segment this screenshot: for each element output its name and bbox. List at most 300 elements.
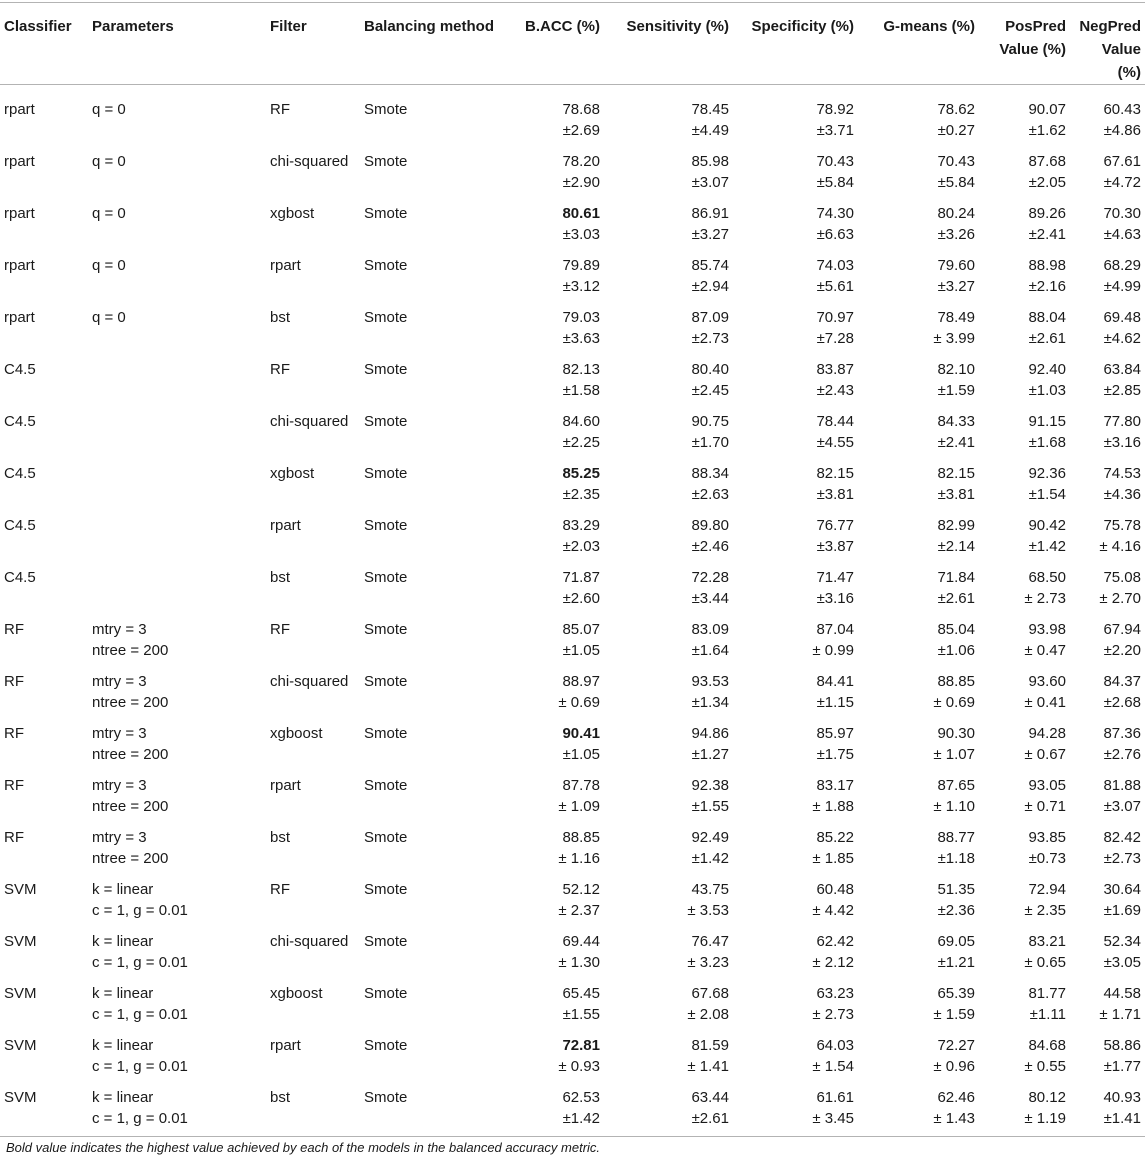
cell-gm-sd: ±2.36 — [937, 902, 975, 919]
cell-balancing: Smote — [364, 257, 408, 274]
cell-parameters — [84, 406, 261, 432]
cell-sens: 83.09 — [691, 621, 729, 638]
table-row-sd — [0, 120, 1145, 146]
cell-gm: 51.35 — [937, 881, 975, 898]
cell-gm: 85.04 — [937, 621, 975, 638]
cell-spec-sd: ±3.71 — [816, 122, 854, 139]
cell-neg-sd: ±4.36 — [1103, 486, 1141, 503]
cell-classifier: C4.5 — [4, 517, 36, 534]
cell-neg: 77.80 — [1103, 413, 1141, 430]
cell-sens: 93.53 — [691, 673, 729, 690]
cell-filter: RF — [270, 621, 290, 638]
cell-filter: rpart — [270, 517, 301, 534]
cell-sens: 88.34 — [691, 465, 729, 482]
cell-sens-sd: ±2.46 — [691, 538, 729, 555]
cell-empty — [261, 276, 360, 302]
table-row — [0, 978, 1145, 1004]
cell-classifier: rpart — [4, 257, 35, 274]
table-footnote: Bold value indicates the highest value achieved by each of the models in the balanced accuracy metric. — [6, 1140, 601, 1155]
cell-spec: 64.03 — [816, 1037, 854, 1054]
cell-empty — [84, 536, 261, 562]
cell-empty — [360, 744, 508, 770]
cell-pos-sd: ± 2.73 — [1024, 590, 1066, 607]
cell-sens-sd: ±2.94 — [691, 278, 729, 295]
cell-gm: 69.05 — [937, 933, 975, 950]
cell-empty — [0, 848, 84, 874]
cell-parameters — [84, 354, 261, 380]
cell-classifier: RF — [4, 673, 24, 690]
cell-neg-sd: ±4.86 — [1103, 122, 1141, 139]
cell-empty — [0, 432, 84, 458]
cell-sens: 85.98 — [691, 153, 729, 170]
cell-pos: 72.94 — [1028, 881, 1066, 898]
table-row — [0, 354, 1145, 380]
cell-empty — [0, 692, 84, 718]
cell-bacc-sd: ±3.12 — [562, 278, 600, 295]
cell-gm-sd: ± 1.07 — [933, 746, 975, 763]
cell-empty — [261, 1056, 360, 1082]
cell-empty — [261, 1004, 360, 1030]
cell-gm-sd: ±2.61 — [937, 590, 975, 607]
cell-pos-sd: ± 0.65 — [1024, 954, 1066, 971]
cell-sens: 92.38 — [691, 777, 729, 794]
header-pospred: PosPred Value (%) — [983, 3, 1074, 85]
cell-filter: RF — [270, 881, 290, 898]
cell-neg: 68.29 — [1103, 257, 1141, 274]
cell-empty — [261, 1108, 360, 1137]
cell-empty — [0, 1108, 84, 1137]
cell-balancing: Smote — [364, 413, 408, 430]
cell-parameters: q = 0 — [92, 153, 126, 170]
cell-gm: 90.30 — [937, 725, 975, 742]
table-row-sd — [0, 952, 1145, 978]
cell-parameters: q = 0 — [92, 257, 126, 274]
cell-empty — [84, 328, 261, 354]
cell-gm: 71.84 — [937, 569, 975, 586]
cell-sens-sd: ± 3.23 — [687, 954, 729, 971]
cell-filter: rpart — [270, 1037, 301, 1054]
cell-filter: chi-squared — [270, 153, 349, 170]
cell-bacc: 87.78 — [562, 777, 600, 794]
cell-empty — [261, 796, 360, 822]
cell-gm: 78.62 — [937, 101, 975, 118]
cell-neg: 69.48 — [1103, 309, 1141, 326]
table-row-sd — [0, 172, 1145, 198]
cell-empty — [360, 1108, 508, 1137]
cell-balancing: Smote — [364, 1089, 408, 1106]
cell-bacc-sd: ± 2.37 — [558, 902, 600, 919]
cell-sens-sd: ±1.42 — [691, 850, 729, 867]
table-header — [0, 3, 1145, 85]
cell-empty — [84, 588, 261, 614]
cell-classifier: SVM — [4, 933, 37, 950]
table-row — [0, 926, 1145, 952]
cell-sens-sd: ± 1.41 — [687, 1058, 729, 1075]
cell-parameters-line2: ntree = 200 — [92, 850, 169, 867]
cell-spec: 70.43 — [816, 153, 854, 170]
cell-classifier: SVM — [4, 881, 37, 898]
cell-pos-sd: ±1.68 — [1028, 434, 1066, 451]
cell-parameters-line2: c = 1, g = 0.01 — [92, 954, 188, 971]
cell-filter: rpart — [270, 777, 301, 794]
cell-spec: 83.17 — [816, 777, 854, 794]
cell-pos-sd: ± 0.71 — [1024, 798, 1066, 815]
cell-spec: 82.15 — [816, 465, 854, 482]
table-row — [0, 822, 1145, 848]
cell-empty — [84, 484, 261, 510]
cell-spec-sd: ±5.61 — [816, 278, 854, 295]
cell-gm: 82.99 — [937, 517, 975, 534]
cell-parameters: mtry = 3 — [92, 725, 147, 742]
cell-balancing: Smote — [364, 153, 408, 170]
cell-pos-sd: ±1.42 — [1028, 538, 1066, 555]
cell-sens: 72.28 — [691, 569, 729, 586]
cell-bacc: 88.97 — [562, 673, 600, 690]
cell-pos-sd: ±2.16 — [1028, 278, 1066, 295]
cell-filter: rpart — [270, 257, 301, 274]
cell-neg: 44.58 — [1103, 985, 1141, 1002]
cell-parameters: mtry = 3 — [92, 777, 147, 794]
table-row — [0, 718, 1145, 744]
table-row — [0, 666, 1145, 692]
cell-spec-sd: ± 1.54 — [812, 1058, 854, 1075]
cell-parameters: k = linear — [92, 933, 154, 950]
table-row — [0, 614, 1145, 640]
cell-bacc: 85.25 — [562, 465, 600, 482]
cell-pos: 93.05 — [1028, 777, 1066, 794]
header-gmeans: G-means (%) — [862, 3, 983, 85]
cell-gm-sd: ± 0.96 — [933, 1058, 975, 1075]
cell-spec: 87.04 — [816, 621, 854, 638]
cell-empty — [360, 380, 508, 406]
cell-sens: 43.75 — [691, 881, 729, 898]
cell-filter: chi-squared — [270, 673, 349, 690]
cell-neg: 40.93 — [1103, 1089, 1141, 1106]
cell-pos-sd: ±1.03 — [1028, 382, 1066, 399]
cell-pos: 93.85 — [1028, 829, 1066, 846]
cell-empty — [261, 744, 360, 770]
cell-balancing: Smote — [364, 517, 408, 534]
cell-bacc: 84.60 — [562, 413, 600, 430]
cell-neg-sd: ±4.99 — [1103, 278, 1141, 295]
cell-sens: 81.59 — [691, 1037, 729, 1054]
cell-empty — [0, 276, 84, 302]
cell-bacc: 88.85 — [562, 829, 600, 846]
cell-spec: 83.87 — [816, 361, 854, 378]
cell-pos-sd: ±2.61 — [1028, 330, 1066, 347]
cell-empty — [0, 744, 84, 770]
cell-neg: 74.53 — [1103, 465, 1141, 482]
cell-empty — [0, 328, 84, 354]
cell-pos: 93.60 — [1028, 673, 1066, 690]
cell-balancing: Smote — [364, 465, 408, 482]
cell-pos: 93.98 — [1028, 621, 1066, 638]
cell-empty — [0, 588, 84, 614]
cell-pos: 90.42 — [1028, 517, 1066, 534]
cell-empty — [261, 484, 360, 510]
cell-parameters-line2: ntree = 200 — [92, 798, 169, 815]
table-row-sd — [0, 640, 1145, 666]
cell-sens: 86.91 — [691, 205, 729, 222]
cell-gm: 87.65 — [937, 777, 975, 794]
cell-neg: 63.84 — [1103, 361, 1141, 378]
cell-sens-sd: ±1.34 — [691, 694, 729, 711]
cell-empty — [261, 224, 360, 250]
cell-bacc-sd: ±1.55 — [562, 1006, 600, 1023]
cell-neg: 67.61 — [1103, 153, 1141, 170]
cell-parameters — [84, 458, 261, 484]
cell-spec: 71.47 — [816, 569, 854, 586]
table-row-sd — [0, 328, 1145, 354]
cell-classifier: RF — [4, 829, 24, 846]
cell-empty — [360, 1056, 508, 1082]
cell-sens-sd: ±1.64 — [691, 642, 729, 659]
cell-pos-sd: ± 2.35 — [1024, 902, 1066, 919]
cell-bacc: 82.13 — [562, 361, 600, 378]
cell-spec: 63.23 — [816, 985, 854, 1002]
cell-empty — [360, 484, 508, 510]
cell-spec: 76.77 — [816, 517, 854, 534]
header-balancing: Balancing method — [360, 3, 508, 85]
cell-bacc-sd: ±2.90 — [562, 174, 600, 191]
cell-pos: 91.15 — [1028, 413, 1066, 430]
table-row — [0, 510, 1145, 536]
cell-balancing: Smote — [364, 569, 408, 586]
cell-sens: 80.40 — [691, 361, 729, 378]
cell-classifier: rpart — [4, 309, 35, 326]
cell-gm-sd: ± 1.10 — [933, 798, 975, 815]
cell-neg-sd: ±2.85 — [1103, 382, 1141, 399]
cell-neg-sd: ±2.20 — [1103, 642, 1141, 659]
cell-classifier: C4.5 — [4, 569, 36, 586]
cell-bacc: 62.53 — [562, 1089, 600, 1106]
cell-bacc-sd: ±2.03 — [562, 538, 600, 555]
cell-sens: 92.49 — [691, 829, 729, 846]
cell-spec-sd: ±2.43 — [816, 382, 854, 399]
cell-empty — [360, 1004, 508, 1030]
table-row — [0, 250, 1145, 276]
cell-empty — [360, 640, 508, 666]
cell-pos-sd: ± 0.47 — [1024, 642, 1066, 659]
cell-classifier: SVM — [4, 1089, 37, 1106]
cell-spec: 85.97 — [816, 725, 854, 742]
cell-sens-sd: ±3.07 — [691, 174, 729, 191]
cell-spec: 78.44 — [816, 413, 854, 430]
cell-gm: 80.24 — [937, 205, 975, 222]
cell-bacc-sd: ±2.69 — [562, 122, 600, 139]
cell-neg: 70.30 — [1103, 205, 1141, 222]
cell-empty — [261, 588, 360, 614]
cell-balancing: Smote — [364, 361, 408, 378]
cell-empty — [0, 640, 84, 666]
cell-parameters: k = linear — [92, 985, 154, 1002]
cell-bacc: 85.07 — [562, 621, 600, 638]
cell-bacc: 79.03 — [562, 309, 600, 326]
cell-filter: xgbost — [270, 205, 315, 222]
cell-parameters-line2: ntree = 200 — [92, 642, 169, 659]
cell-classifier: RF — [4, 621, 24, 638]
cell-filter: bst — [270, 569, 291, 586]
cell-pos: 90.07 — [1028, 101, 1066, 118]
cell-parameters-line2: c = 1, g = 0.01 — [92, 902, 188, 919]
cell-neg: 75.78 — [1103, 517, 1141, 534]
cell-sens: 78.45 — [691, 101, 729, 118]
cell-filter: RF — [270, 101, 290, 118]
cell-empty — [0, 120, 84, 146]
cell-empty — [0, 1004, 84, 1030]
cell-parameters: q = 0 — [92, 205, 126, 222]
header-filter: Filter — [261, 3, 360, 85]
header-specificity: Specificity (%) — [737, 3, 862, 85]
cell-balancing: Smote — [364, 621, 408, 638]
cell-classifier: C4.5 — [4, 361, 36, 378]
table-row-sd — [0, 744, 1145, 770]
cell-classifier: rpart — [4, 101, 35, 118]
table-row-sd — [0, 276, 1145, 302]
header-bacc: B.ACC (%) — [508, 3, 608, 85]
cell-sens-sd: ±2.45 — [691, 382, 729, 399]
cell-neg: 30.64 — [1103, 881, 1141, 898]
cell-empty — [0, 380, 84, 406]
cell-balancing: Smote — [364, 829, 408, 846]
cell-bacc-sd: ±1.58 — [562, 382, 600, 399]
table-row — [0, 1082, 1145, 1108]
cell-pos-sd: ± 0.67 — [1024, 746, 1066, 763]
header-parameters: Parameters — [84, 3, 261, 85]
cell-empty — [360, 796, 508, 822]
cell-parameters — [84, 510, 261, 536]
cell-neg-sd: ± 2.70 — [1099, 590, 1141, 607]
cell-empty — [261, 432, 360, 458]
cell-empty — [84, 380, 261, 406]
cell-empty — [261, 328, 360, 354]
cell-neg-sd: ±1.41 — [1074, 1108, 1145, 1137]
cell-gm-sd: ±1.06 — [937, 642, 975, 659]
cell-sens: 89.80 — [691, 517, 729, 534]
cell-empty — [261, 120, 360, 146]
cell-sens: 94.86 — [691, 725, 729, 742]
cell-empty — [360, 224, 508, 250]
cell-empty — [0, 1056, 84, 1082]
cell-pos-sd: ±1.11 — [1029, 1006, 1066, 1023]
cell-pos-sd: ±2.41 — [1028, 226, 1066, 243]
cell-bacc: 65.45 — [562, 985, 600, 1002]
cell-bacc: 90.41 — [562, 725, 600, 742]
header-sensitivity: Sensitivity (%) — [608, 3, 737, 85]
cell-neg-sd: ±4.62 — [1103, 330, 1141, 347]
cell-neg-sd: ±2.73 — [1103, 850, 1141, 867]
cell-parameters-line2: c = 1, g = 0.01 — [92, 1006, 188, 1023]
cell-neg-sd: ± 4.16 — [1099, 538, 1141, 555]
cell-empty — [84, 172, 261, 198]
cell-sens-sd: ±3.44 — [691, 590, 729, 607]
header-negpred: NegPred Value (%) — [1074, 3, 1145, 85]
table-row — [0, 302, 1145, 328]
cell-empty — [360, 120, 508, 146]
cell-gm: 88.77 — [937, 829, 975, 846]
cell-sens: 87.09 — [691, 309, 729, 326]
table-row — [0, 198, 1145, 224]
cell-filter: chi-squared — [270, 413, 349, 430]
cell-balancing: Smote — [364, 881, 408, 898]
cell-gm: 84.33 — [937, 413, 975, 430]
cell-filter: xgboost — [270, 725, 323, 742]
cell-bacc-sd: ±3.63 — [562, 330, 600, 347]
cell-gm-sd: ±5.84 — [937, 174, 975, 191]
cell-bacc-sd: ±1.05 — [562, 746, 600, 763]
cell-gm-sd: ± 0.69 — [933, 694, 975, 711]
cell-empty — [0, 484, 84, 510]
cell-empty — [84, 120, 261, 146]
cell-pos: 68.50 — [1028, 569, 1066, 586]
cell-sens-sd: ±4.49 — [691, 122, 729, 139]
cell-classifier: RF — [4, 725, 24, 742]
cell-filter: bst — [270, 1089, 291, 1106]
table-row-sd — [0, 224, 1145, 250]
table-row — [0, 406, 1145, 432]
cell-neg: 87.36 — [1103, 725, 1141, 742]
cell-pos: 81.77 — [1028, 985, 1066, 1002]
cell-parameters: k = linear — [92, 1089, 154, 1106]
cell-neg-sd: ±2.68 — [1103, 694, 1141, 711]
cell-gm-sd: ±3.81 — [937, 486, 975, 503]
table-row-sd — [0, 536, 1145, 562]
cell-sens-sd: ±1.27 — [691, 746, 729, 763]
cell-pos: 88.98 — [1028, 257, 1066, 274]
cell-gm-sd: ±3.27 — [937, 278, 975, 295]
cell-neg-sd: ± 1.71 — [1099, 1006, 1141, 1023]
cell-empty — [0, 224, 84, 250]
table-row — [0, 874, 1145, 900]
cell-pos: 87.68 — [1028, 153, 1066, 170]
cell-pos: 92.36 — [1028, 465, 1066, 482]
cell-spec: 74.30 — [816, 205, 854, 222]
cell-spec-sd: ±5.84 — [816, 174, 854, 191]
table-row-sd — [0, 796, 1145, 822]
cell-sens: 85.74 — [691, 257, 729, 274]
cell-sens-sd: ± 2.08 — [687, 1006, 729, 1023]
cell-spec-sd: ± 0.99 — [812, 642, 854, 659]
cell-bacc: 71.87 — [562, 569, 600, 586]
cell-bacc-sd: ±1.42 — [508, 1108, 608, 1137]
cell-empty — [0, 536, 84, 562]
cell-sens: 67.68 — [691, 985, 729, 1002]
cell-balancing: Smote — [364, 933, 408, 950]
cell-gm: 65.39 — [937, 985, 975, 1002]
table-row — [0, 146, 1145, 172]
cell-filter: xgboost — [270, 985, 323, 1002]
cell-empty — [261, 900, 360, 926]
cell-empty — [360, 952, 508, 978]
cell-sens-sd: ±1.55 — [691, 798, 729, 815]
cell-neg: 52.34 — [1103, 933, 1141, 950]
cell-spec-sd: ±6.63 — [816, 226, 854, 243]
cell-filter: chi-squared — [270, 933, 349, 950]
cell-pos-sd: ±1.62 — [1028, 122, 1066, 139]
table-row — [0, 85, 1145, 121]
cell-parameters-line2: c = 1, g = 0.01 — [92, 1058, 188, 1075]
cell-empty — [0, 952, 84, 978]
cell-parameters: mtry = 3 — [92, 829, 147, 846]
cell-empty — [261, 692, 360, 718]
cell-sens-sd: ±3.27 — [691, 226, 729, 243]
table-row-sd — [0, 1004, 1145, 1030]
cell-parameters — [84, 562, 261, 588]
cell-spec-sd: ± 2.73 — [812, 1006, 854, 1023]
cell-gm-sd: ± 1.59 — [933, 1006, 975, 1023]
cell-empty — [261, 848, 360, 874]
cell-neg-sd: ±4.63 — [1103, 226, 1141, 243]
